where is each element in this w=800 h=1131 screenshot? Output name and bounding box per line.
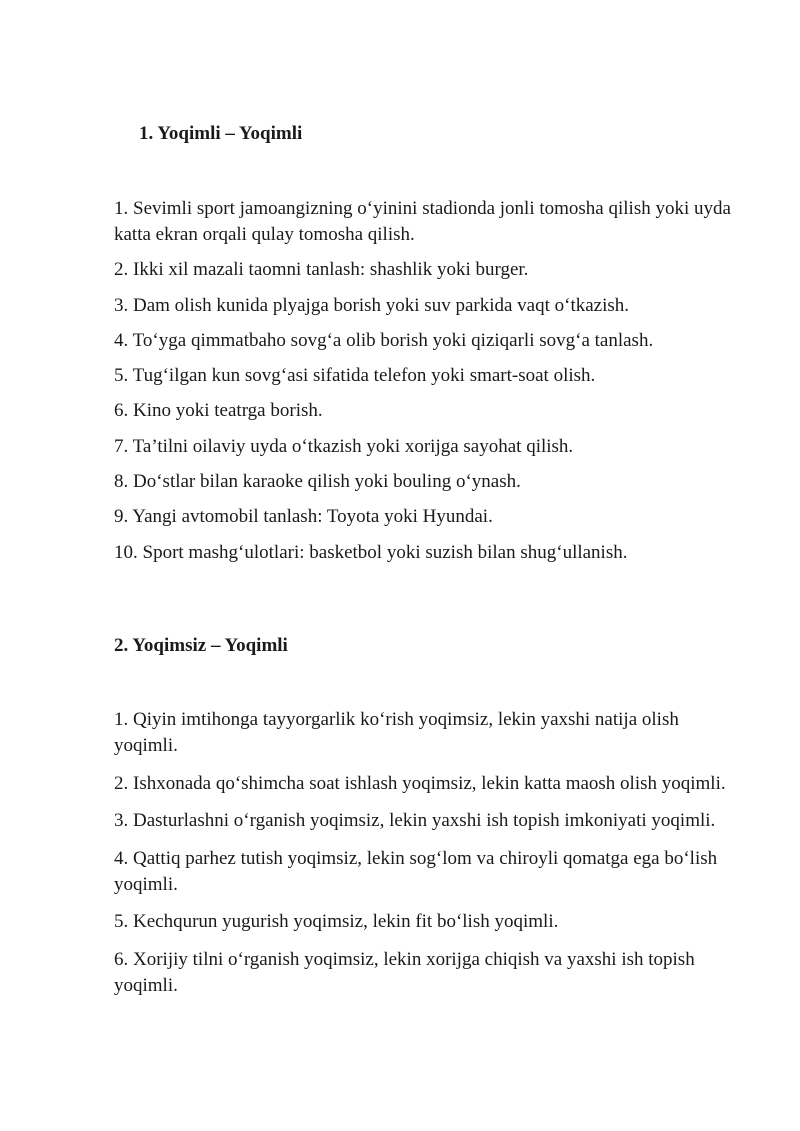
list-item: 3. Dasturlashni o‘rganish yoqimsiz, lekin yaxshi ish topish imkoniyati yoqimli. — [114, 810, 716, 831]
section-1-heading: 1. Yoqimli – Yoqimli — [139, 123, 303, 144]
list-item: 1. Sevimli sport jamoangizning o‘yinini stadionda jonli tomosha qilish yoki uyda katta ekran orqali qulay tomosha qilish. — [114, 198, 731, 245]
list-item: 4. To‘yga qimmatbaho sovg‘a olib borish yoki qiziqarli sovg‘a tanlash. — [114, 329, 654, 351]
list-item: 7. Ta’tilni oilaviy uyda o‘tkazish yoki xorijga sayohat qilish. — [114, 435, 574, 457]
list-item: 5. Kechqurun yugurish yoqimsiz, lekin fit bo‘lish yoqimli. — [114, 911, 559, 932]
list-item: 2. Ishxonada qo‘shimcha soat ishlash yoqimsiz, lekin katta maosh olish yoqimli. — [114, 772, 726, 794]
list-item: 6. Kino yoki teatrga borish. — [114, 400, 323, 422]
list-item: 3. Dam olish kunida plyajga borish yoki suv parkida vaqt o‘tkazish. — [114, 294, 630, 316]
list-item: 4. Qattiq parhez tutish yoqimsiz, lekin sog‘lom va chiroyli qomatga ega bo‘lish yoqimli. — [114, 847, 718, 895]
list-item: 2. Ikki xil mazali taomni tanlash: shashlik yoki burger. — [114, 259, 529, 281]
section-2-list — [114, 707, 744, 1010]
list-item: 6. Xorijiy tilni o‘rganish yoqimsiz, lekin xorijga chiqish va yaxshi ish topish yoqimli. — [114, 948, 695, 996]
list-item: 10. Sport mashg‘ulotlari: basketbol yoki suzish bilan shug‘ullanish. — [114, 541, 628, 563]
list-item: 8. Do‘stlar bilan karaoke qilish yoki bouling o‘ynash. — [114, 471, 521, 493]
section-2-heading: 2. Yoqimsiz – Yoqimli — [114, 635, 288, 656]
list-item: 1. Qiyin imtihonga tayyorgarlik ko‘rish yoqimsiz, lekin yaxshi natija olish yoqimli. — [114, 709, 679, 756]
section-1-list — [114, 196, 744, 575]
list-item: 9. Yangi avtomobil tanlash: Toyota yoki Hyundai. — [114, 506, 493, 528]
list-item: 5. Tug‘ilgan kun sovg‘asi sifatida telefon yoki smart-soat olish. — [114, 365, 596, 387]
